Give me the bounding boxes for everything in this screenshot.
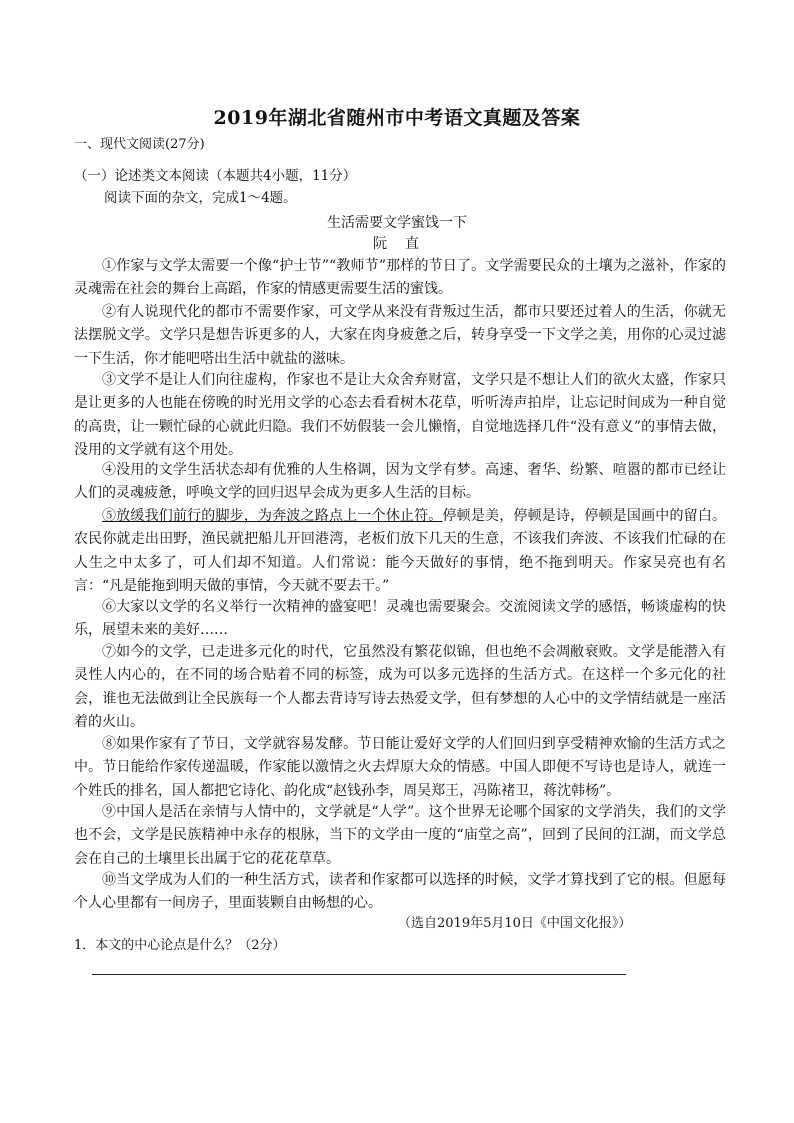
paragraph-2: ②有人说现代化的都市不需要作家，可文学从来没有背叛过生活，都市只要还过着人的生活，你就无法摆脱文学。文学只是想告诉更多的人，大家在肉身疲惫之后，转身享受一下文学之美，用你的心灵过滤一下生活，你才能吧嗒出生活中就盐的滋味。 [74,304,726,367]
paragraph-3: ③文学不是让人们向往虚构，作家也不是让大众舍弃财富，文学只是不想让人们的欲火太盛，作家只是让更多的人也能在傍晚的时光用文学的心态去看看树木花草，听听涛声拍岸，让忘记时间成为一种自觉的高贵，让一颗忙碌的心就此归隐。我们不妨假装一会儿懒惰，自觉地选择几件“没有意义”的事情去做，没用的文学就有这个用处。 [74,372,726,458]
question-1: 1．本文的中心论点是什么？（2分） [74,938,286,953]
paragraph-1: ①作家与文学太需要一个像“护士节”“教师节”那样的节日了。文学需要民众的土壤为之滋补，作家的灵魂需在社会的舞台上高蹈，作家的情感更需要生活的蜜饯。 [74,258,726,298]
paragraph-8: ⑧如果作家有了节日，文学就容易发酵。节日能让爱好文学的人们回归到享受精神欢愉的生活方式之中。节日能给作家传递温暖，作家能以激情之火去焊原大众的情感。中国人即便不写诗也是诗人，就连一个姓氏的排名，国人都把它诗化、韵化成“赵钱孙李，周吴郑王，冯陈褚卫，蒋沈韩杨”。 [74,736,726,799]
paragraph-4: ④没用的文学生活状态却有优雅的人生格调，因为文学有梦。高速、奢华、纷繁、喧嚣的都市已经让人们的灵魂疲惫，呼唤文学的回归迟早会成为更多人生活的目标。 [74,462,726,502]
article-title: 生活需要文学蜜饯一下 [327,215,467,231]
paragraph-7: ⑦如今的文学，已走进多元化的时代，它虽然没有繁花似锦，但也绝不会凋敝衰败。文学是能潜入有灵性人内心的，在不同的场合贴着不同的标签，成为可以多元选择的生活方式。在这样一个多元化的社会，谁也无法做到让全民族每一个人都去背诗写诗去热爱文学，但有梦想的人心中的文学情结就是一座活着的火山。 [74,644,726,730]
article-author: 阮 直 [373,236,421,252]
section-heading: 一、现代文阅读(27分) [74,137,205,152]
paragraph-5 [74,505,726,598]
paragraph-5-underlined: ⑤放缓我们前行的脚步，为奔波之路点上一个休止符。 [102,508,443,524]
subsection-heading: （一）论述类文本阅读（本题共4小题，11分） [74,168,357,184]
answer-line[interactable] [92,974,626,975]
paragraph-10: ⑩当文学成为人们的一种生活方式，读者和作家都可以选择的时候，文学才算找到了它的根。但愿每个人心里都有一间房子，里面装颗自由畅想的心。 [74,872,726,912]
reading-instruction: 阅读下面的杂文，完成1～4题。 [104,190,297,206]
paragraph-5-rest: 停顿是美，停顿是诗，停顿是国画中的留白。农民你就走出田野，渔民就把船儿开回港湾，老板们放下几天的生意，不该我们奔波、不该我们忙碌的在人生之中太多了，可人们却不知道。人们常说：能今天做好的事情，绝不拖到明天。作家吴亮也有名言：“凡是能拖到明天做的事情，今天就不要去干。” [74,508,727,594]
source-citation: （选自2019年5月10日《中国文化报》） [398,916,632,931]
paragraph-9: ⑨中国人是活在亲情与人情中的，文学就是“人学”。这个世界无论哪个国家的文学消失，我们的文学也不会，文学是民族精神中永存的根脉，当下的文学由一度的“庙堂之高”，回到了民间的江湖，而文学总会在自己的土壤里长出属于它的花花草草。 [74,804,726,867]
paragraph-6: ⑥大家以文学的名义举行一次精神的盛宴吧！灵魂也需要聚会。交流阅读文学的感悟，畅谈虚构的快乐，展望未来的美好…… [74,599,726,639]
page-title: 2019年湖北省随州市中考语文真题及答案 [213,107,581,129]
